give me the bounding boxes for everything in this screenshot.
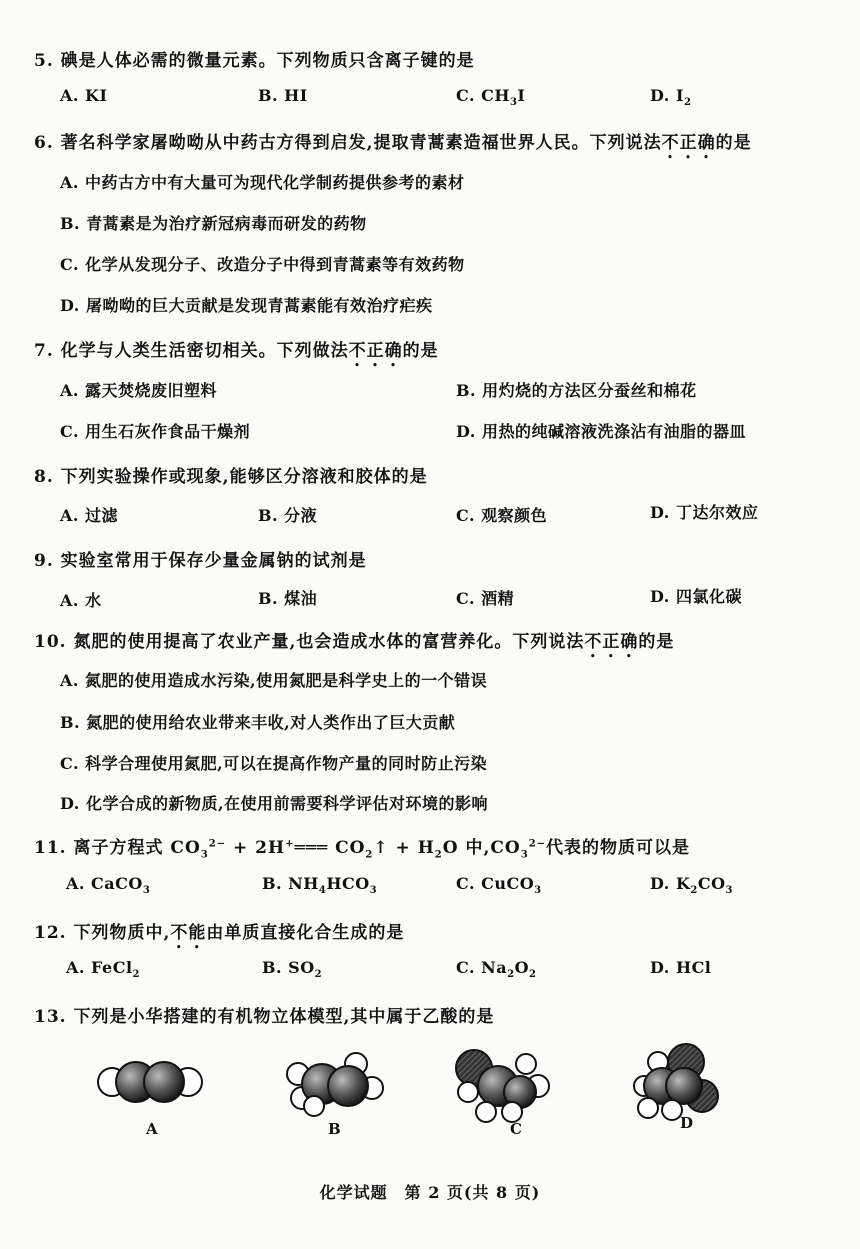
question-8-stem: 8. 下列实验操作或现象,能够区分溶液和胶体的是 — [34, 467, 428, 487]
molecule-c-model — [456, 1050, 549, 1122]
question-11-stem: 11. 离子方程式 $CO_3^{2-}$ + 2H+═══ $CO_2↑ + H_2O$ 中$,CO_3^{2-}$代表的物质可以是 — [34, 838, 691, 861]
question-10-stem: 10. 氮肥的使用提高了农业产量,也会造成水体的富营养化。下列说法不正确的是 — [34, 632, 675, 652]
question-8-option-a: A. 过滤 — [60, 506, 119, 525]
question-12-option-b: B. $SO_2$ — [262, 958, 323, 981]
page-footer: 化学试题 第 2 页(共 8 页) — [319, 1183, 541, 1202]
question-7-option-a: A. 露天焚烧废旧塑料 — [60, 381, 218, 400]
question-9-option-a: A. 水 — [60, 591, 102, 610]
question-6-option-b: B. 青蒿素是为治疗新冠病毒而研发的药物 — [60, 214, 367, 233]
question-8-option-c: C. 观察颜色 — [456, 506, 548, 525]
question-9-option-c: C. 酒精 — [456, 589, 515, 608]
molecule-a-model — [98, 1062, 202, 1102]
question-6-stem: 6. 著名科学家屠呦呦从中药古方得到启发,提取青蒿素造福世界人民。下列说法不正确的是 — [34, 133, 752, 153]
question-11-option-b: B. $NH_4HCO_3$ — [262, 874, 378, 897]
question-12-option-a: A. FeCl$_2$ — [66, 958, 140, 981]
question-5-option-c: C. $CH_3I$ — [456, 86, 526, 109]
question-10-option-c: C. 科学合理使用氮肥,可以在提高作物产量的同时防止污染 — [60, 754, 488, 773]
question-5-option-d: D. $I_2$ — [650, 86, 692, 109]
question-7-option-c: C. 用生石灰作食品干燥剂 — [60, 422, 251, 441]
question-9-stem: 9. 实验室常用于保存少量金属钠的试剂是 — [34, 551, 367, 571]
question-12-option-d: D. HCl — [650, 958, 712, 977]
question-5-option-a: A. KI — [60, 86, 108, 105]
question-7-stem: 7. 化学与人类生活密切相关。下列做法不正确的是 — [34, 341, 439, 361]
question-7-option-d: D. 用热的纯碱溶液洗涤沾有油脂的器皿 — [456, 422, 746, 441]
question-13-stem: 13. 下列是小华搭建的有机物立体模型,其中属于乙酸的是 — [34, 1007, 495, 1027]
question-12-stem: 12. 下列物质中,不能由单质直接化合生成的是 — [34, 923, 405, 943]
molecule-d-model — [634, 1044, 718, 1120]
question-11-option-c: C. CuCO$_3$ — [456, 874, 542, 897]
question-5-option-b: B. HI — [258, 86, 308, 105]
molecule-a-label: A — [146, 1120, 158, 1138]
molecule-c-label: C — [510, 1120, 522, 1138]
question-10-option-b: B. 氮肥的使用给农业带来丰收,对人类作出了巨大贡献 — [60, 713, 456, 732]
question-10-option-d: D. 化学合成的新物质,在使用前需要科学评估对环境的影响 — [60, 794, 489, 813]
question-10-option-a: A. 氮肥的使用造成水污染,使用氮肥是科学史上的一个错误 — [60, 671, 488, 690]
question-6-option-a: A. 中药古方中有大量可为现代化学制药提供参考的素材 — [60, 173, 465, 192]
question-11-option-d: D. $K_2CO_3$ — [650, 874, 733, 897]
question-8-option-b: B. 分液 — [258, 506, 318, 525]
question-9-option-b: B. 煤油 — [258, 589, 318, 608]
question-11-option-a: A. CaCO$_3$ — [66, 874, 151, 897]
question-9-option-d: D. 四氯化碳 — [650, 587, 742, 606]
question-6-option-c: C. 化学从发现分子、改造分子中得到青蒿素等有效药物 — [60, 255, 465, 274]
molecule-b-label: B — [328, 1120, 341, 1138]
question-8-option-d: D. 丁达尔效应 — [650, 503, 759, 522]
question-5-stem: 5. 碘是人体必需的微量元素。下列物质只含离子键的是 — [34, 51, 475, 71]
molecule-b-model — [287, 1053, 383, 1116]
question-7-option-b: B. 用灼烧的方法区分蚕丝和棉花 — [456, 381, 697, 400]
question-6-option-d: D. 屠呦呦的巨大贡献是发现青蒿素能有效治疗疟疾 — [60, 296, 433, 315]
molecule-models — [80, 1040, 780, 1150]
question-12-option-c: C. $Na_2O_2$ — [456, 958, 537, 981]
molecule-d-label: D — [680, 1114, 694, 1132]
